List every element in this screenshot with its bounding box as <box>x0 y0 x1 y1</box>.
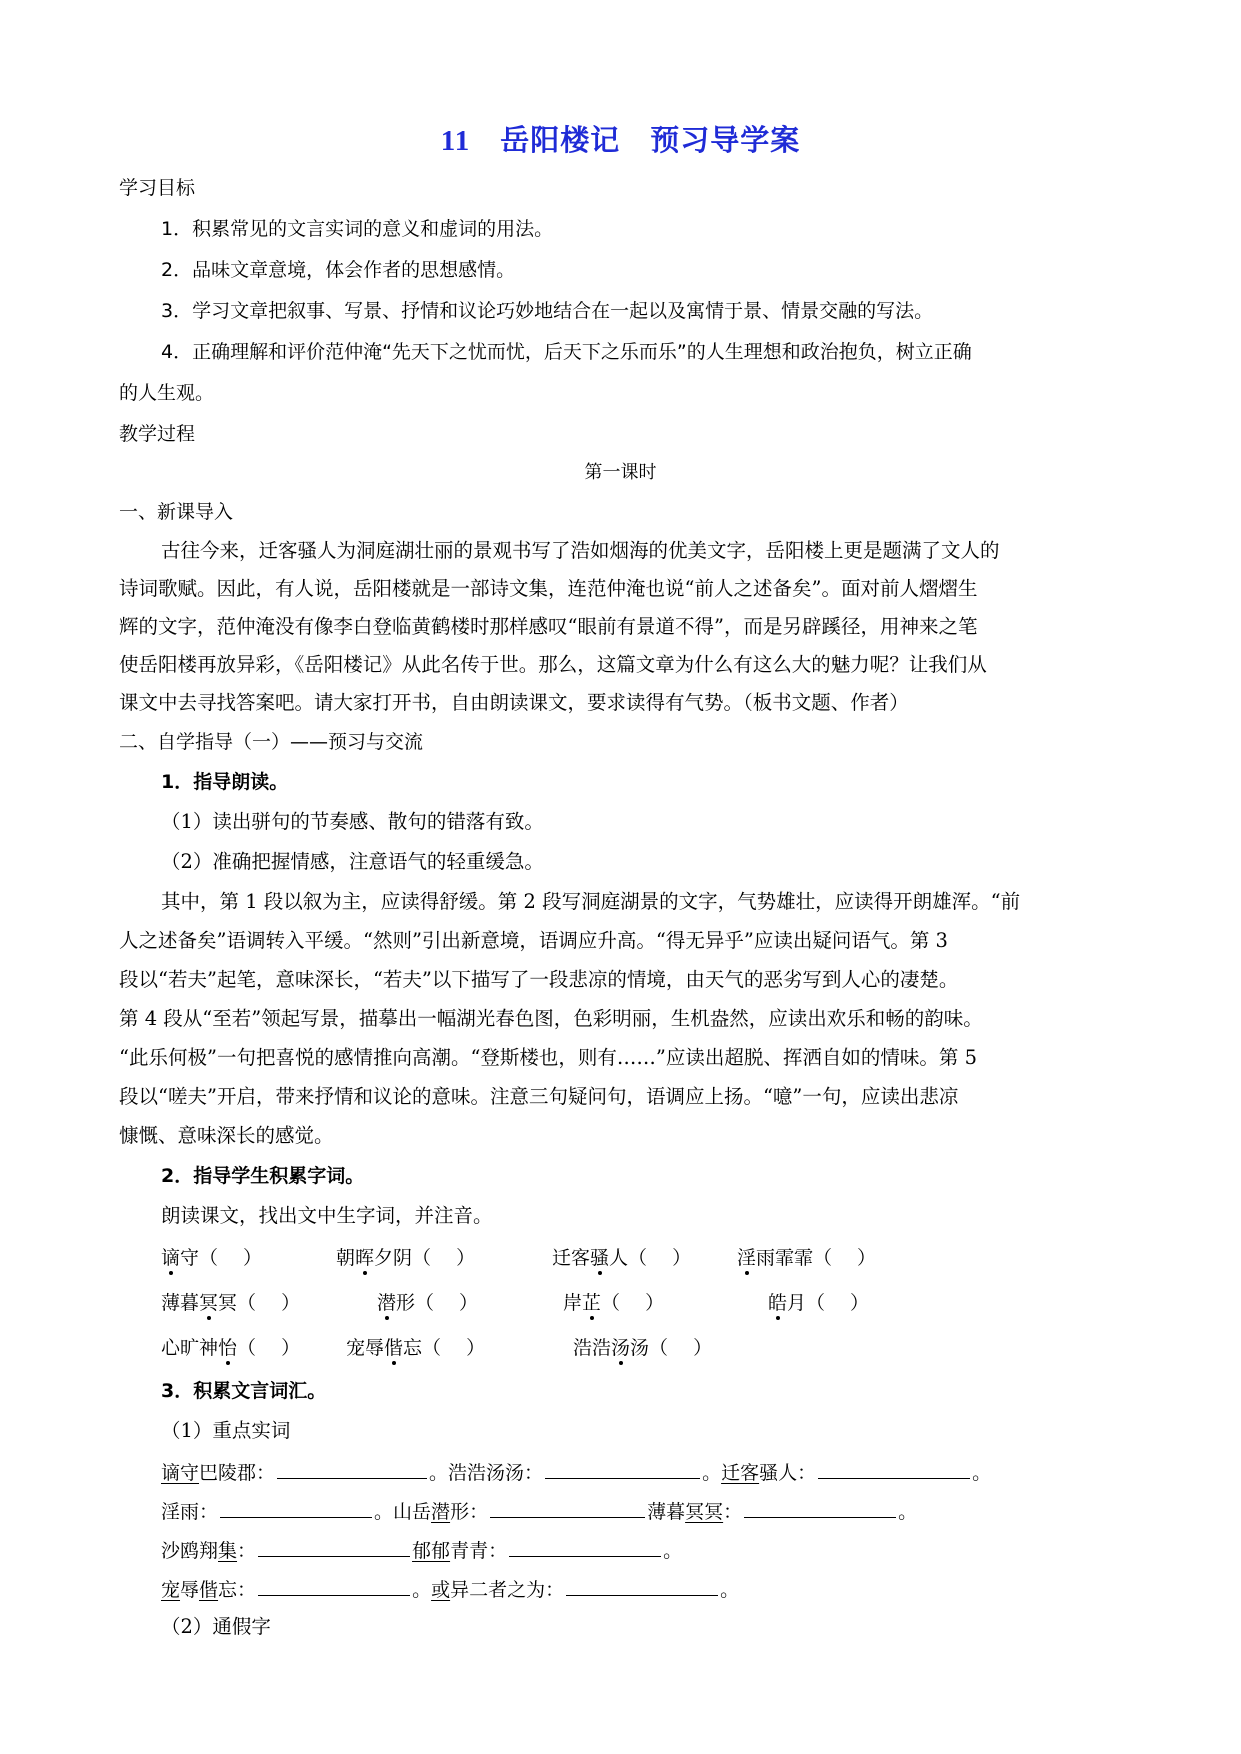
answer-blank[interactable] <box>220 1497 372 1518</box>
word-entry: 薄暮冥冥（ ） <box>161 1292 301 1314</box>
intro-paragraph-line: 古往今来，迁客骚人为洞庭湖壮丽的景观书写了浩如烟海的优美文字，岳阳楼上更是题满了文人的 <box>161 539 1000 562</box>
reading-paragraph-line: 慷慨、意味深长的感觉。 <box>119 1124 334 1147</box>
process-heading: 教学过程 <box>119 423 196 445</box>
reading-paragraph-line: 第 4 段从“至若”领起写景，描摹出一幅湖光春色图，色彩明丽，生机盎然，应读出欢乐和畅的韵味。 <box>119 1007 983 1030</box>
dotted-char: 偕 <box>384 1337 404 1359</box>
item-instruction: 朗读课文，找出文中生字词，并注音。 <box>161 1204 493 1227</box>
answer-blank[interactable] <box>566 1575 718 1596</box>
word-entry: 迁客骚人（ ） <box>552 1247 692 1269</box>
answer-blank[interactable] <box>490 1497 645 1518</box>
reading-point: （1）读出骈句的节奏感、散句的错落有致。 <box>161 810 544 833</box>
item-heading: 3．积累文言词汇。 <box>161 1380 327 1402</box>
dotted-char: 潜 <box>377 1292 397 1314</box>
reading-paragraph-line: 段以“嗟夫”开启，带来抒情和议论的意味。注意三句疑问句，语调应上扬。“噫”一句，应读出悲凉 <box>119 1085 959 1108</box>
dotted-char: 芷 <box>582 1292 602 1314</box>
goal-item: 4．正确理解和评价范仲淹“先天下之忧而忧，后天下之乐而乐”的人生理想和政治抱负，树立正确 <box>161 341 972 363</box>
intro-paragraph-line: 使岳阳楼再放异彩，《岳阳楼记》从此名传于世。那么，这篇文章为什么有这么大的魅力呢？让我们从 <box>119 653 987 676</box>
dotted-char: 怡 <box>218 1337 238 1359</box>
intro-paragraph-line: 辉的文字，范仲淹没有像李白登临黄鹤楼时那样感叹“眼前有景道不得”，而是另辟蹊径，用神来之笔 <box>119 615 978 638</box>
answer-blank[interactable] <box>545 1458 700 1479</box>
section-heading: 一、新课导入 <box>119 501 234 523</box>
dotted-char: 骚 <box>590 1247 610 1269</box>
answer-blank[interactable] <box>258 1575 410 1596</box>
goals-heading: 学习目标 <box>119 177 196 199</box>
item-heading: 2．指导学生积累字词。 <box>161 1165 365 1187</box>
vocab-subheading: （1）重点实词 <box>161 1419 291 1442</box>
word-entry: 岸芷（ ） <box>563 1292 665 1314</box>
goal-item: 3．学习文章把叙事、写景、抒情和议论巧妙地结合在一起以及寓情于景、情景交融的写法。 <box>161 300 934 322</box>
dotted-char: 皓 <box>768 1292 788 1314</box>
answer-blank[interactable] <box>744 1497 896 1518</box>
reading-point: （2）准确把握情感，注意语气的轻重缓急。 <box>161 850 544 873</box>
item-heading: 1．指导朗读。 <box>161 771 289 793</box>
answer-blank[interactable] <box>277 1458 427 1479</box>
section-heading: 二、自学指导（一）——预习与交流 <box>119 731 424 753</box>
answer-blank[interactable] <box>509 1536 661 1557</box>
goal-item: 2．品味文章意境，体会作者的思想感情。 <box>161 259 516 281</box>
intro-paragraph-line: 课文中去寻找答案吧。请大家打开书，自由朗读课文，要求读得有气势。（板书文题、作者） <box>119 691 909 714</box>
vocab-row: 谪守巴陵郡： 。浩浩汤汤： 。迁客骚人： 。 <box>161 1458 991 1486</box>
goal-item: 1．积累常见的文言实词的意义和虚词的用法。 <box>161 218 554 240</box>
vocab-row: 淫雨： 。山岳潜形： 薄暮冥冥： 。 <box>161 1497 917 1525</box>
dotted-char: 淫 <box>737 1247 757 1269</box>
word-entry: 皓月（ ） <box>768 1292 870 1314</box>
reading-paragraph-line: “此乐何极”一句把喜悦的感情推向高潮。“登斯楼也，则有……”应读出超脱、挥洒自如的情味。第 5 <box>119 1046 977 1069</box>
dotted-char: 谪 <box>161 1247 181 1269</box>
document-title: 11 岳阳楼记 预习导学案 <box>440 125 801 157</box>
word-entry: 心旷神怡（ ） <box>161 1337 301 1359</box>
answer-blank[interactable] <box>258 1536 410 1557</box>
dotted-char: 冥 <box>199 1292 219 1314</box>
intro-paragraph-line: 诗词歌赋。因此，有人说，岳阳楼就是一部诗文集，连范仲淹也说“前人之述备矣”。面对前人熠熠生 <box>119 577 978 600</box>
word-entry: 淫雨霏霏（ ） <box>737 1247 877 1269</box>
word-entry: 宠辱偕忘（ ） <box>346 1337 486 1359</box>
answer-blank[interactable] <box>818 1458 970 1479</box>
dotted-char: 晖 <box>355 1247 375 1269</box>
reading-paragraph-line: 人之述备矣”语调转入平缓。“然则”引出新意境，语调应升高。“得无异乎”应读出疑问语气。第 3 <box>119 929 948 952</box>
goal-item-continued: 的人生观。 <box>119 382 215 404</box>
word-entry: 浩浩汤汤（ ） <box>573 1337 713 1359</box>
word-entry: 谪守（ ） <box>161 1247 263 1269</box>
vocab-subheading: （2）通假字 <box>161 1615 271 1638</box>
word-entry: 朝晖夕阴（ ） <box>336 1247 476 1269</box>
vocab-row: 沙鸥翔集： 郁郁青青： 。 <box>161 1536 682 1564</box>
vocab-row: 宠辱偕忘： 。或异二者之为： 。 <box>161 1575 739 1603</box>
lesson-label: 第一课时 <box>584 462 657 483</box>
word-entry: 潜形（ ） <box>377 1292 479 1314</box>
reading-paragraph-line: 其中，第 1 段以叙为主，应读得舒缓。第 2 段写洞庭湖景的文字，气势雄壮，应读得开朗雄浑。“前 <box>161 890 1021 913</box>
reading-paragraph-line: 段以“若夫”起笔，意味深长，“若夫”以下描写了一段悲凉的情境，由天气的恶劣写到人心的凄楚。 <box>119 968 959 991</box>
dotted-char: 汤 <box>611 1337 631 1359</box>
